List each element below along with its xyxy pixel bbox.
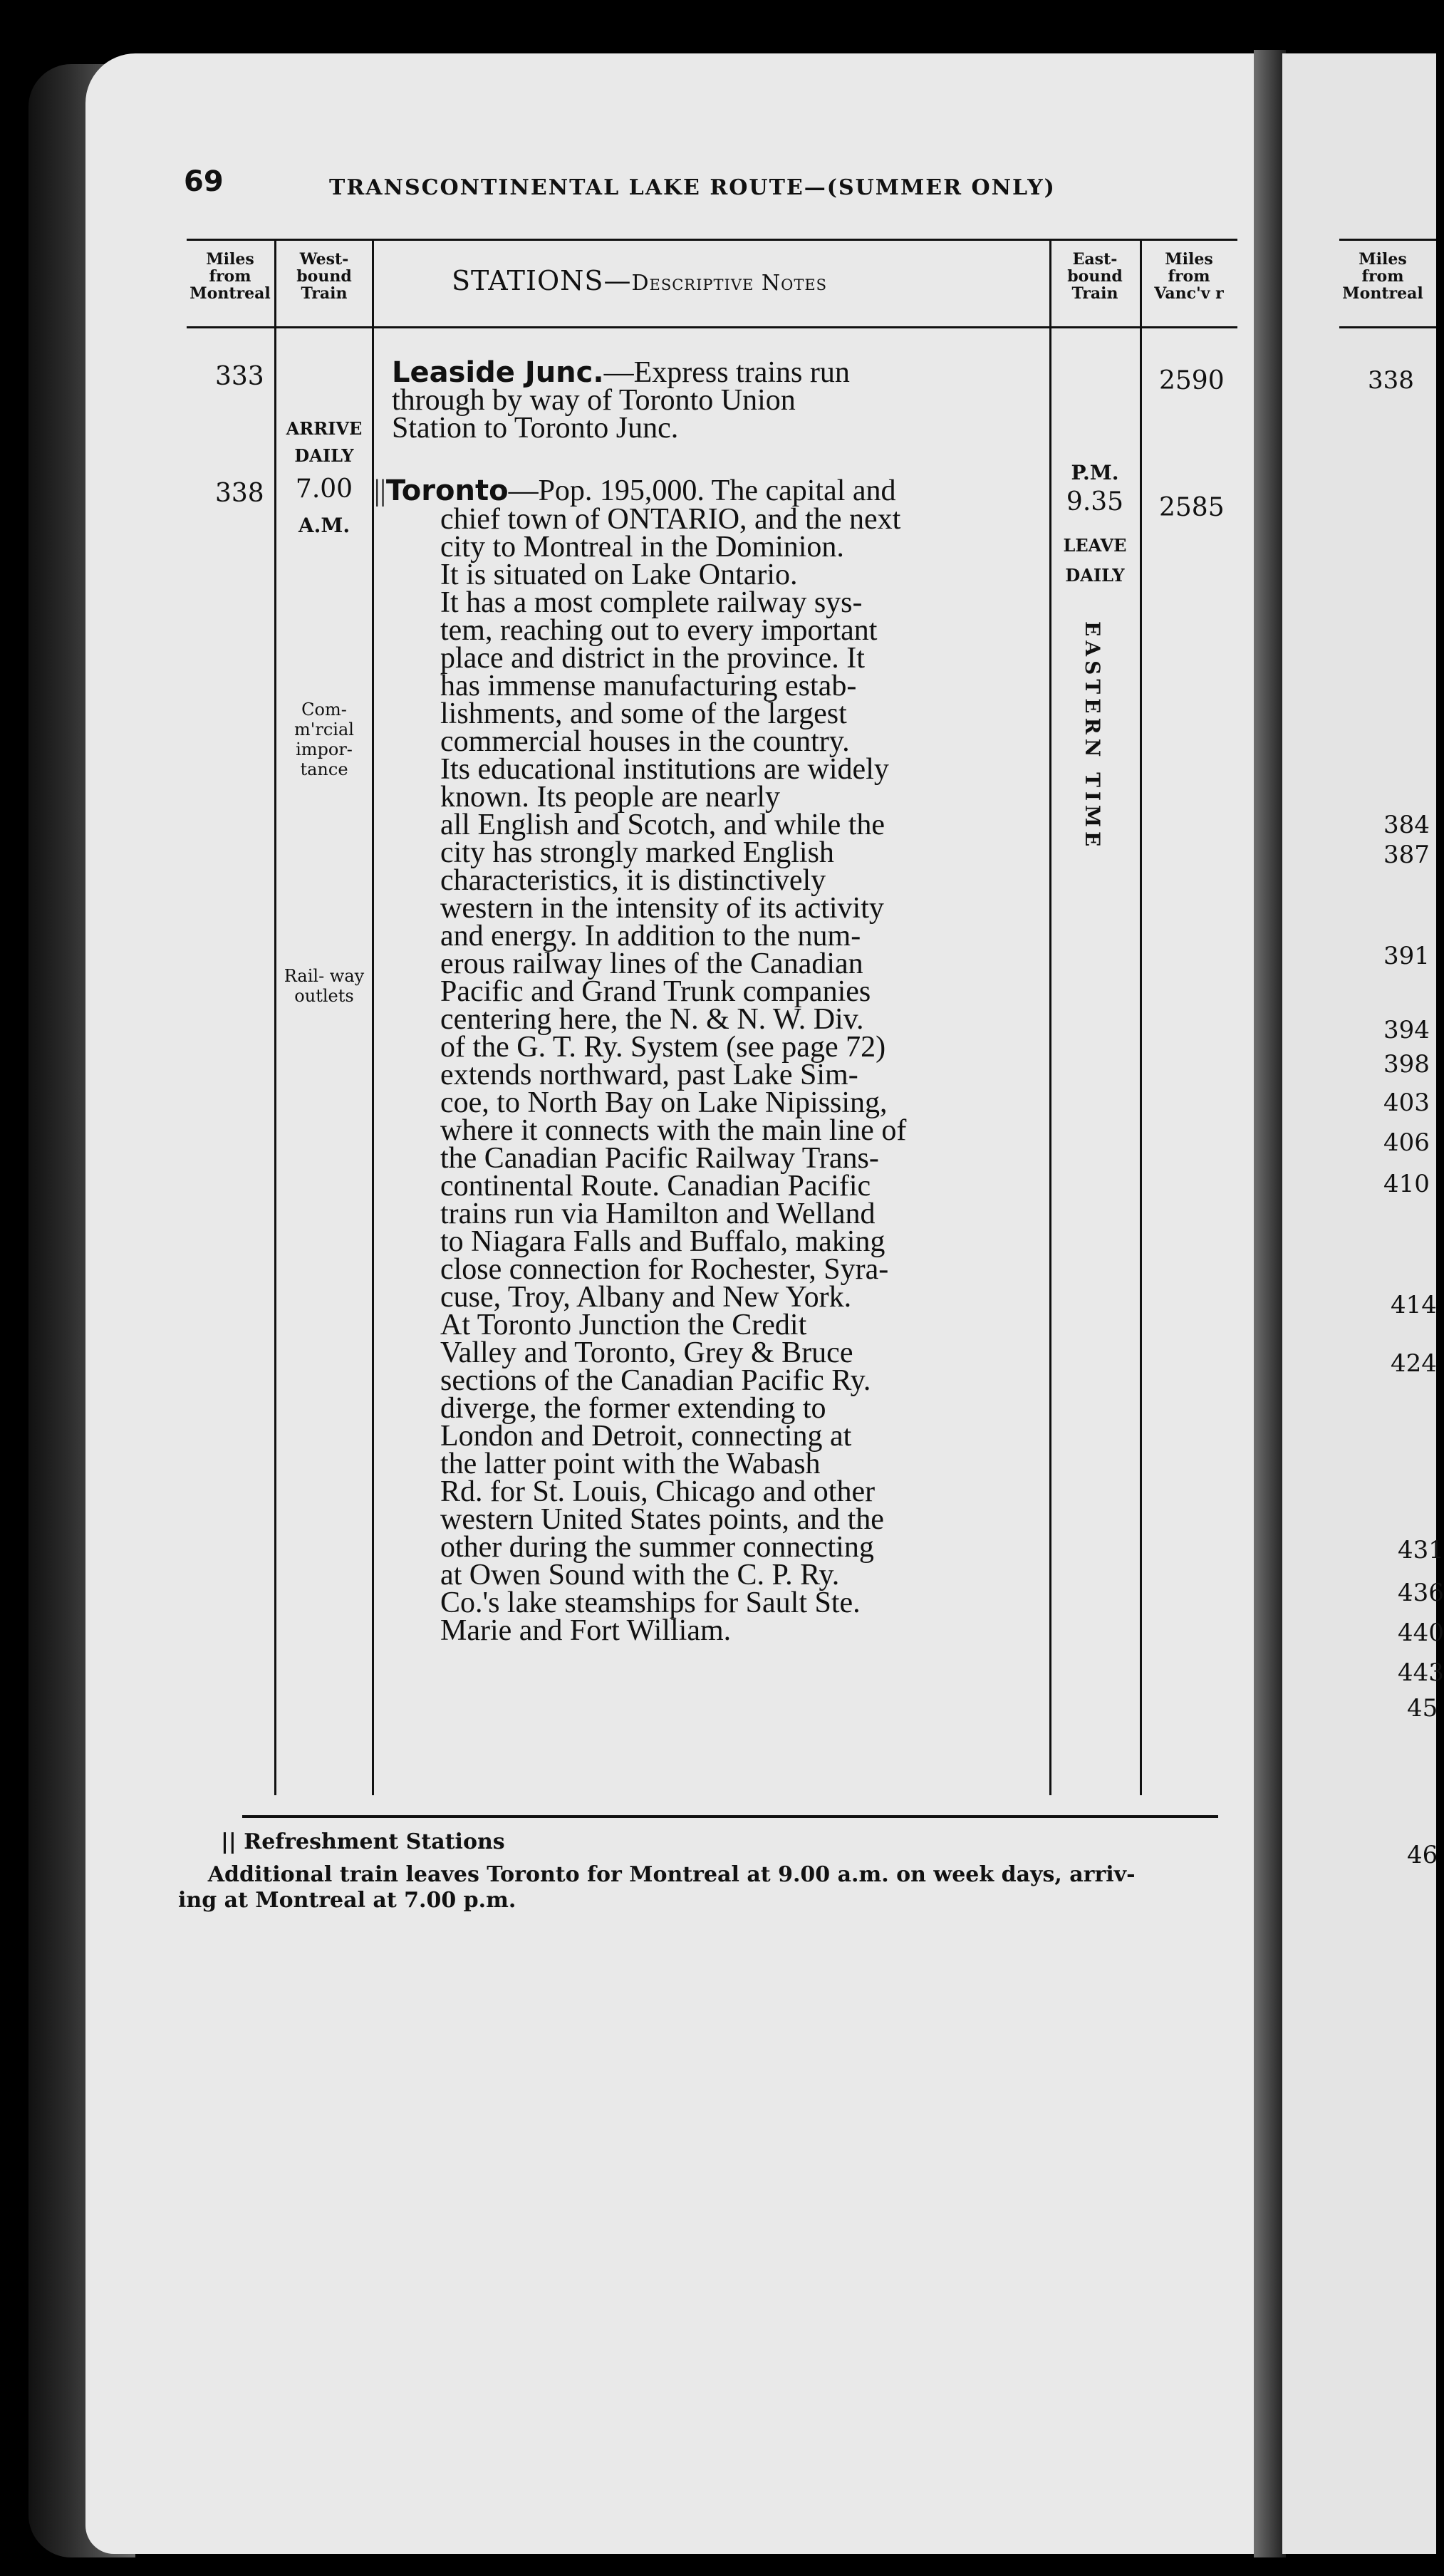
description-toronto-first: —Pop. 195,000. The capital and <box>508 474 896 507</box>
stations-heading: STATIONS— <box>452 265 632 296</box>
col-westbound-train: West- bound Train <box>296 250 352 303</box>
eastbound-leave: LEAVE <box>1063 535 1127 556</box>
footnote-refreshment: || Refreshment Stations <box>221 1829 505 1854</box>
right-page-col-miles: Miles from Montreal <box>1342 250 1423 303</box>
right-page-number: 384 <box>1383 811 1430 839</box>
right-page-number: 398 <box>1383 1050 1430 1079</box>
miles-vancouver-2590: 2590 <box>1159 366 1225 395</box>
column-divider-1 <box>274 239 276 1795</box>
right-page-number: 431 <box>1398 1536 1444 1564</box>
right-page-number: 338 <box>1368 366 1414 395</box>
right-page-number: 391 <box>1383 942 1430 970</box>
page-title: TRANSCONTINENTAL LAKE ROUTE—(SUMMER ONLY) <box>329 175 1056 200</box>
westbound-daily: DAILY <box>294 445 354 466</box>
entry-leaside <box>392 356 850 445</box>
right-page-number: 406 <box>1383 1128 1430 1157</box>
right-page-number: 410 <box>1383 1170 1430 1198</box>
right-page-number: 436 <box>1398 1579 1444 1607</box>
right-page-number: 45 <box>1407 1694 1438 1723</box>
side-note-commercial: Com- m'rcial impor- tance <box>294 700 354 779</box>
right-page-header-rule <box>1339 326 1436 328</box>
col-miles-from-vancouver: Miles from Vanc'v r <box>1154 250 1224 303</box>
eastbound-daily: DAILY <box>1065 565 1125 586</box>
column-divider-2 <box>372 239 374 1795</box>
station-name-toronto: Toronto <box>385 474 509 507</box>
right-page-number: 46 <box>1407 1841 1438 1869</box>
miles-montreal-338: 338 <box>215 479 264 508</box>
eastern-time-label: EASTERN TIME <box>1081 621 1104 851</box>
miles-montreal-333: 333 <box>215 362 264 391</box>
descriptive-notes-heading: Descriptive Notes <box>631 271 828 296</box>
table-header-rule <box>187 326 1237 328</box>
table-top-rule <box>187 239 1237 241</box>
book-gutter <box>1254 50 1286 2557</box>
right-page-number: 440 <box>1398 1619 1444 1647</box>
entry-toronto-first-line <box>374 474 896 507</box>
westbound-time: 7.00 <box>295 474 353 504</box>
westbound-arrive: ARRIVE <box>286 418 363 439</box>
eastbound-time: 9.35 <box>1066 487 1124 516</box>
col-stations-notes <box>452 265 827 296</box>
description-leaside: —Express trains run through by way of Toronto Union Station to Toronto Junc. <box>392 356 850 445</box>
right-page-number: 394 <box>1383 1016 1430 1044</box>
right-page-number: 403 <box>1383 1089 1430 1117</box>
footnote-additional-train: Additional train leaves Toronto for Montreal at 9.00 a.m. on week days, arriv- ing at Montreal at 7.00 p.m. <box>178 1862 1136 1913</box>
side-note-railway: Rail- way outlets <box>284 966 365 1006</box>
eastbound-pm: P.M. <box>1071 461 1119 484</box>
right-page-top-rule <box>1339 239 1436 241</box>
col-eastbound-train: East- bound Train <box>1067 250 1123 303</box>
westbound-am: A.M. <box>298 514 350 537</box>
miles-vancouver-2585: 2585 <box>1159 493 1225 522</box>
column-divider-3 <box>1049 239 1051 1795</box>
description-toronto-body: chief town of ONTARIO, and the next city to Montreal in the Dominion. It is situated on Lake Ontario. It has a most complete railway sys- tem, reaching out to every important place and district in the province. It has immense manufacturing estab- lishments, and some of the largest commercial houses in the country. Its educational institutions are widely known. Its people are nearly all English and Scotch, and while the city has strongly marked English characteristics, it is distinctively western in the intensity of its activity and energy. In addition to the num- erous railway lines of the Canadian Pacific and Grand Trunk companies centering here, the N. & N. W. Div. of the G. T. Ry. System (see page 72) extends northward, past Lake Sim- coe, to North Bay on Lake Nipissing, where it connects with the main line of the Canadian Pacific Railway Trans- continental Route. Canadian Pacific trains run via Hamilton and Welland to Niagara Falls and Buffalo, making close connection for Rochester, Syra- cuse, Troy, Albany and New York. At Toronto Junction the Credit Valley and Toronto, Grey & Bruce sections of the Canadian Pacific Ry. diverge, the former extending to London and Detroit, connecting at the latter point with the Wabash Rd. for St. Louis, Chicago and other western United States points, and the other during the summer connecting at Owen Sound with the C. P. Ry. Co.'s lake steamships for Sault Ste. Marie and Fort William. <box>440 503 907 1647</box>
refreshment-mark: || <box>374 474 386 507</box>
right-page-number: 387 <box>1383 841 1430 869</box>
page-number: 69 <box>184 165 224 198</box>
right-page-number: 424 <box>1391 1349 1437 1378</box>
right-page-number: 414 <box>1391 1291 1437 1319</box>
right-page-number: 443 <box>1398 1658 1444 1687</box>
table-bottom-rule <box>242 1815 1218 1818</box>
column-divider-4 <box>1140 239 1142 1795</box>
col-miles-from-montreal: Miles from Montreal <box>189 250 271 303</box>
station-name-leaside: Leaside Junc. <box>392 356 604 389</box>
